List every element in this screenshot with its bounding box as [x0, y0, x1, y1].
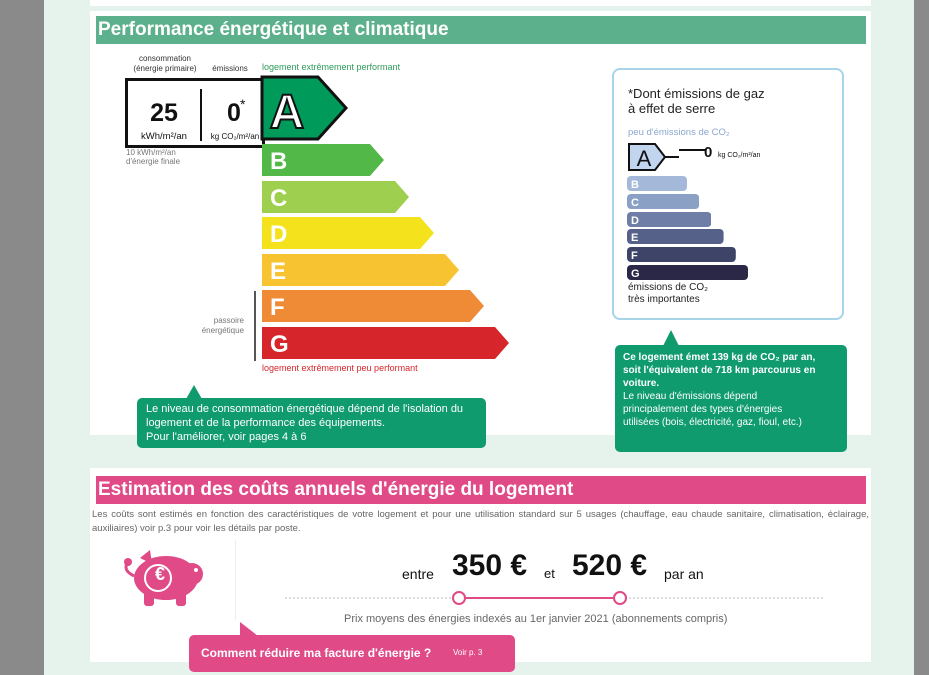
ges-bubble-line6: utilisées (bois, électricité, gaz, fioul, etc.)	[623, 417, 802, 428]
cost-range-track	[285, 590, 825, 606]
primary-energy-label: (énergie primaire)	[133, 64, 197, 73]
dpe-class-bar-c	[262, 181, 409, 213]
ges-bubble-line5: principalement des types d'énergies	[623, 404, 783, 415]
consumption-unit: kWh/m²/an	[141, 131, 187, 142]
emissions-unit: kg CO₂/m²/an	[210, 132, 260, 141]
dpe-class-letter-b: B	[270, 148, 288, 175]
ges-class-bar-d	[627, 212, 711, 227]
consumption-value: 25	[150, 99, 178, 127]
ges-bubble-pointer	[663, 330, 679, 346]
emissions-label: émissions	[212, 64, 248, 73]
dpe-class-letter-g: G	[270, 330, 289, 358]
between-label: entre	[402, 566, 434, 582]
and-label: et	[544, 566, 555, 581]
ges-pointer-line	[679, 149, 705, 151]
costs-section	[90, 468, 871, 662]
performance-title: Performance énergétique et climatique	[96, 16, 866, 44]
passoire-label	[186, 316, 244, 336]
current-class-arrow	[260, 75, 350, 141]
costs-title: Estimation des coûts annuels d'énergie du logement	[96, 476, 866, 504]
ges-title	[628, 86, 765, 116]
ges-high-label	[628, 282, 708, 306]
ges-class-bar-f	[627, 247, 736, 262]
current-class-letter: A	[269, 86, 305, 139]
prices-note: Prix moyens des énergies indexés au 1er janvier 2021 (abonnements compris)	[344, 613, 728, 625]
ges-high-line2: très importantes	[628, 294, 700, 305]
cost-high: 520 €	[572, 549, 648, 582]
ges-bubble-line2: soit l'équivalent de 718 km parcourus en	[623, 365, 816, 376]
ges-value: 0	[704, 144, 713, 161]
ges-box	[612, 68, 844, 320]
costs-divider	[235, 540, 236, 620]
consumption-box	[125, 78, 265, 148]
dpe-class-letter-c: C	[270, 184, 288, 212]
reduce-bill-link[interactable]	[189, 635, 515, 672]
dpe-class-bar-d	[262, 217, 434, 249]
final-energy-value: 10 kWh/m²/an	[126, 148, 176, 157]
passoire-bracket	[254, 291, 256, 361]
ges-title-line2: à effet de serre	[628, 101, 716, 116]
dpe-class-letter-f: F	[270, 294, 285, 321]
ges-current-class-arrow	[627, 142, 679, 172]
ges-class-letter-d: D	[630, 214, 639, 227]
ges-class-letter-c: C	[630, 196, 639, 209]
ges-bubble-line3: voiture.	[623, 378, 660, 389]
final-energy-note	[126, 148, 180, 166]
dpe-class-bar-g	[262, 327, 509, 359]
ges-class-bar-b	[627, 176, 687, 191]
previous-section-edge	[90, 0, 871, 6]
dpe-class-bar-b	[262, 144, 384, 176]
bubble-line2: logement et de la performance des équipements.	[146, 417, 386, 429]
cost-low: 350 €	[452, 549, 528, 582]
per-year-label: par an	[664, 566, 704, 582]
ges-unit: kg CO₂/m²/an	[718, 152, 761, 159]
bubble-line3: Pour l'améliorer, voir pages 4 à 6	[146, 431, 307, 443]
final-energy-label: d'énergie finale	[126, 157, 181, 166]
ges-high-line1: émissions de CO₂	[628, 282, 709, 293]
ges-info-bubble	[615, 345, 847, 452]
top-performance-label: logement extrêmement performant	[262, 62, 401, 72]
ges-class-letter-e: E	[630, 232, 639, 245]
ges-bubble-line1: Ce logement émet 139 kg de CO₂ par an,	[623, 352, 816, 363]
consumption-info-bubble	[137, 398, 486, 448]
ges-class-letter-g: G	[631, 268, 640, 280]
dpe-class-letter-e: E	[270, 257, 287, 285]
ges-title-line1: *Dont émissions de gaz	[628, 86, 765, 101]
costs-description: Les coûts sont estimés en fonction des caractéristiques de votre logement et pour une utilisation standard sur 5 usages (chauffage, eau chaude sanitaire, climatisation, éclairage, auxiliaires) voir p.3 pour voir les détails par poste.	[92, 509, 869, 534]
dpe-class-bar-f	[262, 290, 484, 322]
emissions-value: 0	[227, 99, 241, 127]
dpe-class-letter-d: D	[270, 221, 288, 248]
link-bubble-pointer	[240, 622, 258, 636]
ges-class-letter-b: B	[631, 179, 639, 191]
ges-low-label: peu d'émissions de CO₂	[628, 127, 730, 138]
ges-class-bar-e	[627, 229, 724, 244]
consumption-label: consommation	[138, 54, 192, 63]
reduce-bill-text: Comment réduire ma facture d'énergie ?	[201, 646, 432, 660]
passoire-line1: passoire	[213, 316, 244, 325]
euro-symbol: €	[154, 564, 165, 584]
reduce-bill-page: Voir p. 3	[453, 648, 483, 657]
ges-class-bar-g	[627, 265, 748, 280]
bubble-line1: Le niveau de consommation énergétique dépend de l'isolation du	[146, 403, 464, 415]
ges-class-letter-f: F	[630, 250, 638, 263]
ges-bubble-line4: Le niveau d'émissions dépend	[623, 391, 758, 402]
low-performance-label: logement extrêmement peu performant	[262, 363, 418, 373]
ges-class-bar-c	[627, 194, 699, 209]
passoire-line2: énergétique	[201, 326, 244, 335]
left-bubble-pointer	[186, 385, 202, 399]
ges-current-class-letter: A	[636, 146, 652, 171]
dpe-class-bar-e	[262, 254, 459, 286]
emissions-asterisk: *	[240, 96, 246, 112]
